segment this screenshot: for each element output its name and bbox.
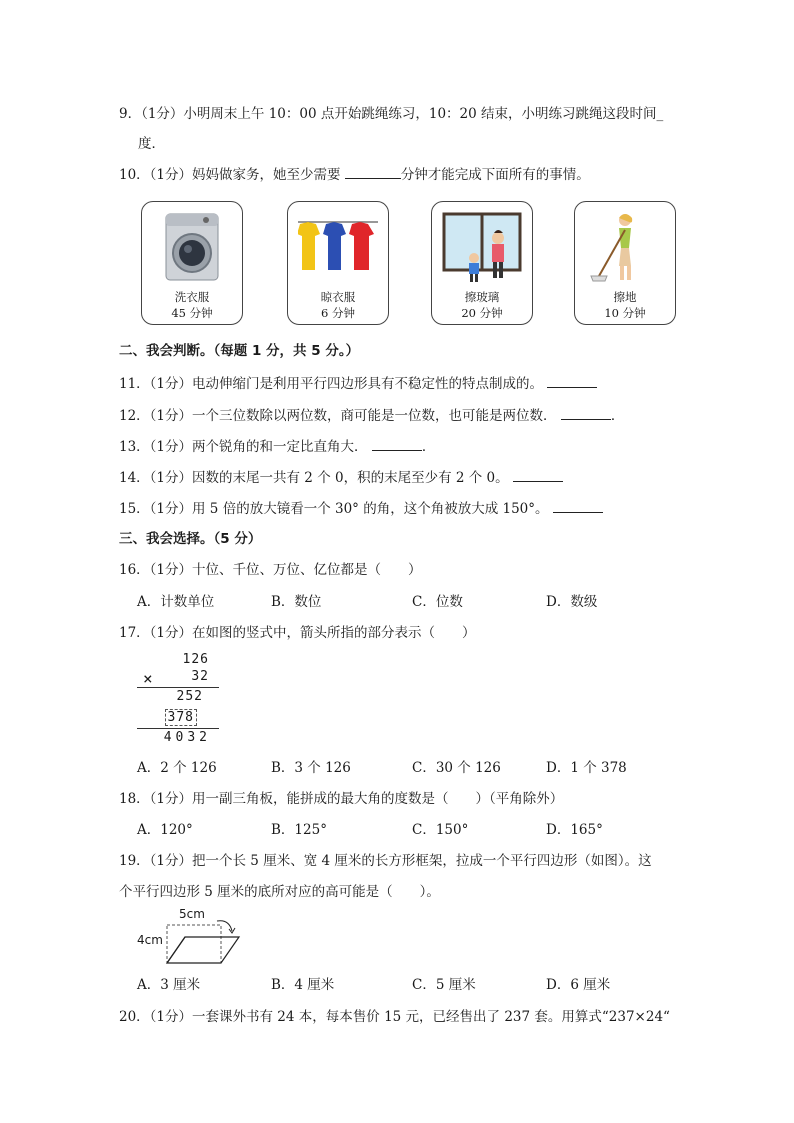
answer-blank[interactable] [553,498,603,513]
question-10 [119,164,590,185]
divider-line [137,687,219,688]
chore-label: 晾衣服 [320,290,356,304]
chore-card-mopping [574,201,676,325]
chore-time: 20 分钟 [461,306,503,320]
question-9-continued: 度． [138,136,165,152]
answer-blank[interactable] [547,373,597,388]
option-d[interactable]: D．数级 [546,594,598,610]
window-cleaning-icon [442,210,522,284]
partial-product-1: 252 [176,689,203,704]
option-c[interactable]: C．30 个 126 [412,760,501,776]
option-b[interactable]: B．125° [271,822,327,838]
chore-card-window [431,201,533,325]
period: ． [421,439,436,455]
option-a[interactable]: A．计数单位 [137,594,215,610]
times-sign: × [143,669,154,688]
option-d[interactable]: D．1 个 378 [546,760,627,776]
figure-top-label: 5cm [179,907,205,921]
option-c[interactable]: C．150° [412,822,469,838]
question-13 [119,436,435,457]
product: 4032 [163,730,211,745]
question-13-text: 13．（1分）两个锐角的和一定比直角大． [119,439,368,455]
multiplicand: 126 [182,652,209,667]
vertical-multiplication [137,652,219,744]
answer-blank[interactable] [561,405,611,420]
option-b[interactable]: B．3 个 126 [271,760,351,776]
question-15 [119,498,603,519]
multiplier: 32 [191,669,209,684]
washing-machine-icon [152,210,232,284]
chore-label: 洗衣服 [174,290,210,304]
question-11-text: 11．（1分）电动伸缩门是利用平行四边形具有不稳定性的特点制成的。 [119,376,544,392]
question-10-text-b: 分钟才能完成下面所有的事情。 [400,167,590,183]
option-c[interactable]: C．5 厘米 [412,977,476,993]
chore-time: 10 分钟 [604,306,646,320]
question-15-text: 15．（1分）用 5 倍的放大镜看一个 30° 的角，这个角被放大成 150°。 [119,501,549,517]
chore-time: 6 分钟 [321,306,355,320]
option-c[interactable]: C．位数 [412,594,463,610]
partial-product-2: 378 [165,709,197,726]
question-17: 17．（1分）在如图的竖式中，箭头所指的部分表示（ ） [119,625,476,641]
question-16: 16．（1分）十位、千位、万位、亿位都是（ ） [119,562,422,578]
question-14-text: 14．（1分）因数的末尾一共有 2 个 0，积的末尾至少有 2 个 0。 [119,470,509,486]
question-20: 20．（1分）一套课外书有 24 本，每本售价 15 元，已经售出了 237 套。用算式“237×24“ [119,1009,670,1025]
option-b[interactable]: B．4 厘米 [271,977,335,993]
option-d[interactable]: D．6 厘米 [546,977,611,993]
clothes-on-line-icon [298,210,378,284]
question-9: 9．（1分）小明周末上午 10：00 点开始跳绳练习，10：20 结束，小明练习跳绳这段时间_ [119,106,664,122]
section-3-heading: 三、我会选择。（5 分） [119,531,262,547]
chore-card-drying [287,201,389,325]
option-d[interactable]: D．165° [546,822,603,838]
question-12 [119,405,624,426]
option-a[interactable]: A．2 个 126 [137,760,217,776]
question-18: 18．（1分）用一副三角板，能拼成的最大角的度数是（ ）（平角除外） [119,791,564,807]
section-2-heading: 二、我会判断。（每题 1 分，共 5 分。） [119,343,360,359]
question-14 [119,467,563,488]
period: ． [610,408,625,424]
chore-card-washing [141,201,243,325]
question-19: 19．（1分）把一个长 5 厘米、宽 4 厘米的长方形框架，拉成一个平行四边形（如图）。这 [119,853,652,869]
question-12-text: 12．（1分）一个三位数除以两位数，商可能是一位数，也可能是两位数． [119,408,557,424]
parallelogram-figure [137,907,241,969]
question-10-text-a: 10．（1分）妈妈做家务，她至少需要 [119,167,345,183]
answer-blank[interactable] [345,164,401,179]
question-11 [119,373,597,394]
answer-blank[interactable] [513,467,563,482]
chore-label: 擦玻璃 [464,290,500,304]
option-a[interactable]: A．120° [137,822,193,838]
chore-time: 45 分钟 [171,306,213,320]
answer-blank[interactable] [372,436,422,451]
mopping-icon [585,210,665,284]
question-19-continued: 个平行四边形 5 厘米的底所对应的高可能是（ ）。 [119,884,440,900]
option-b[interactable]: B．数位 [271,594,322,610]
chore-label: 擦地 [613,290,637,304]
figure-left-label: 4cm [137,933,163,947]
option-a[interactable]: A．3 厘米 [137,977,201,993]
divider-line [137,728,219,729]
